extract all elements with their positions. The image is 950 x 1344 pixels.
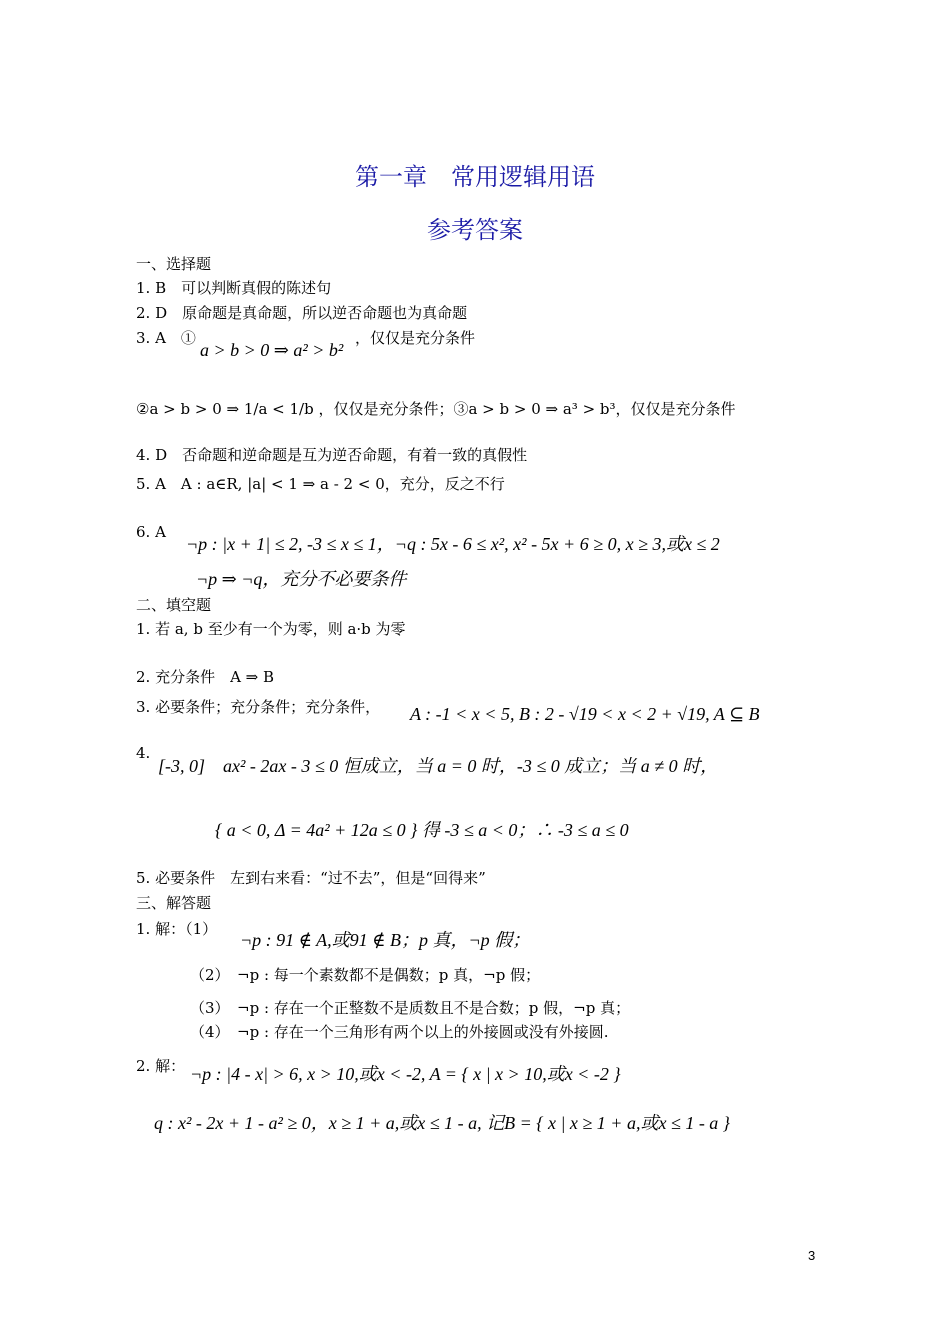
chapter-title: 第一章 常用逻辑用语 xyxy=(355,163,595,191)
line-a1a: 1. 解：（1） xyxy=(136,920,218,938)
line-f4m1: [-3, 0] ax² - 2ax - 3 ≤ 0 恒成立，当 a = 0 时，-3 ≤ 0 成立；当 a ≠ 0 时， xyxy=(158,756,719,776)
line-a2m2: q : x² - 2x + 1 - a² ≥ 0，x ≥ 1 + a,或x ≤ 1 - a, 记B = { x | x ≥ 1 + a,或x ≤ 1 - a } xyxy=(154,1113,731,1133)
line-q4: 4. D 否命题和逆命题是互为逆否命题，有着一致的真假性 xyxy=(136,446,528,464)
line-q5: 5. A A : a∈R, |a| < 1 ⇒ a - 2 < 0，充分，反之不行 xyxy=(136,475,505,493)
line-f4m2: { a < 0, Δ = 4a² + 12a ≤ 0 } 得 -3 ≤ a < 0；∴ -3 ≤ a ≤ 0 xyxy=(215,820,629,840)
line-a1m: ¬p : 91 ∉ A,或91 ∉ B；p 真，¬p 假； xyxy=(240,930,531,950)
line-a2a: 2. 解： xyxy=(136,1057,186,1075)
line-a2m1: ¬p : |4 - x| > 6, x > 10,或x < -2, A = { x | x > 10,或x < -2 } xyxy=(190,1064,621,1084)
line-a1c: （3） ¬p : 存在一个正整数不是质数且不是合数；p 假，¬p 真； xyxy=(190,999,631,1017)
line-s2: 二、填空题 xyxy=(136,596,212,614)
line-q3a: 3. A ① xyxy=(136,329,196,347)
line-f5: 5. 必要条件 左到右来看：“过不去”，但是“回得来” xyxy=(136,869,486,887)
line-q1: 1. B 可以判断真假的陈述句 xyxy=(136,279,332,297)
line-s1: 一、选择题 xyxy=(136,255,212,273)
line-q2: 2. D 原命题是真命题，所以逆否命题也为真命题 xyxy=(136,304,468,322)
answer-heading: 参考答案 xyxy=(427,216,523,244)
line-f1: 1. 若 a, b 至少有一个为零，则 a·b 为零 xyxy=(136,620,406,638)
line-f3: 3. 必要条件；充分条件；充分条件， xyxy=(136,698,381,716)
line-f2: 2. 充分条件 A ⇒ B xyxy=(136,668,275,686)
line-q6m1: ¬p : |x + 1| ≤ 2, -3 ≤ x ≤ 1，¬q : 5x - 6 ≤ x², x² - 5x + 6 ≥ 0, x ≥ 3,或x ≤ 2 xyxy=(186,534,720,554)
line-q6a: 6. A xyxy=(136,523,166,541)
line-f4a: 4. xyxy=(136,744,151,762)
line-q6m2: ¬p ⇒ ¬q，充分不必要条件 xyxy=(196,569,407,589)
line-s3: 三、解答题 xyxy=(136,894,212,912)
line-q3m1: a > b > 0 ⇒ a² > b² xyxy=(200,340,344,360)
line-q3b: ②a > b > 0 ⇒ 1/a < 1/b ，仅仅是充分条件；③a > b > 0 ⇒ a³ > b³，仅仅是充分条件 xyxy=(136,400,736,418)
page-number: 3 xyxy=(808,1248,816,1263)
line-a1b: （2） ¬p : 每一个素数都不是偶数；p 真，¬p 假； xyxy=(190,966,541,984)
line-f3m: A : -1 < x < 5, B : 2 - √19 < x < 2 + √19, A ⊆ B xyxy=(410,704,760,724)
line-a1d: （4） ¬p : 存在一个三角形有两个以上的外接圆或没有外接圆. xyxy=(190,1023,609,1041)
line-q3t1: ，仅仅是充分条件 xyxy=(355,329,476,347)
